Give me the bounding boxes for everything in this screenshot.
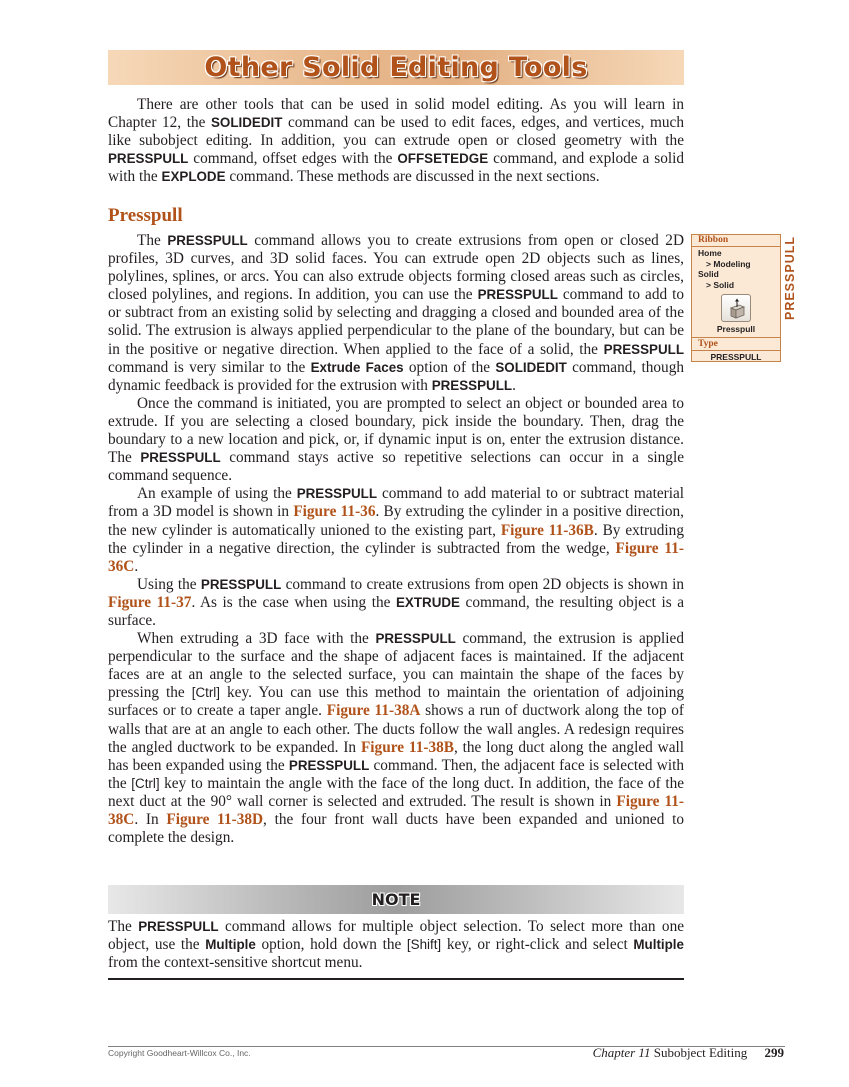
figure-ref-11-38a[interactable]: Figure 11-38A	[326, 702, 421, 720]
footer-chapter: Chapter 11	[592, 1045, 651, 1060]
figure-ref-11-36[interactable]: Figure 11-36	[293, 503, 376, 521]
note-header	[108, 885, 684, 914]
banner-title: Other Solid Editing Tools	[204, 52, 588, 83]
ribbon-path-solid-tab: Solid	[698, 269, 719, 279]
paragraph-1: The PRESSPULL command allows you to create extrusions from open or closed 2D profiles, 3D curves, and 3D solid faces. You can extrude open 2D objects such as lines, polylines, splines, or arcs. You can also extrude objects forming closed areas such as circles, closed polylines, and regions. In addition, you can use the PRESSPULL command to add to or subtract from an existing solid by selecting and dragging a closed and bounded area of the solid. The extrusion is always applied perpendicular to the plane of the boundary, but can be in the positive or negative direction. When applied to the face of a solid, the PRESSPULL command is very similar to the Extrude Faces option of the SOLIDEDIT command, though dynamic feedback is provided for the extrusion with PRESSPULL.	[108, 232, 685, 394]
figure-ref-11-38b[interactable]: Figure 11-38B	[360, 738, 454, 756]
paragraph-3: An example of using the PRESSPULL command to add material to or subtract material from a 3D model is shown in Figure 11-36. By extruding the cylinder in a positive direction, the new cylinder is automatically unioned to the existing part, Figure 11-36B. By extruding the cylinder in a negative direction, the cylinder is subtracted from the wedge, Figure 11-36C.	[108, 485, 684, 575]
intro-paragraph: There are other tools that can be used in solid model editing. As you will learn in Chapter 12, the SOLIDEDIT command can be used to edit faces, edges, and vertices, much like subobject editing. In addition, you can extrude open or closed geometry with the PRESSPULL command, offset edges with the OFFSETEDGE command, and explode a solid with the EXPLODE command. These methods are discussed in the next sections.	[108, 96, 684, 186]
figure-ref-11-36c[interactable]: Figure 11-36C	[108, 539, 684, 575]
ribbon-path-solid-panel: > Solid	[706, 279, 735, 290]
ribbon-label: Ribbon	[698, 235, 729, 245]
command-access-panel	[691, 234, 781, 362]
figure-ref-11-38c[interactable]: Figure 11-38C	[108, 792, 684, 828]
presspull-body	[108, 232, 684, 847]
figure-ref-11-37[interactable]: Figure 11-37	[108, 593, 192, 611]
paragraph-4: Using the PRESSPULL command to create extrusions from open 2D objects is shown in Figure 11-37. As is the case when using the EXTRUDE command, the resulting object is a surface.	[108, 575, 684, 629]
figure-ref-11-38d[interactable]: Figure 11-38D	[166, 811, 264, 828]
page-number: 299	[764, 1045, 784, 1060]
note-body: The PRESSPULL command allows for multiple object selection. To select more than one object, use the Multiple option, hold down the [Shift] key, or right-click and select Multiple from the context-sensitive shortcut menu.	[108, 918, 685, 972]
footer-page-info	[593, 1045, 784, 1061]
note-title: NOTE	[371, 890, 421, 909]
paragraph-5: When extruding a 3D face with the PRESSPULL command, the extrusion is applied perpendicular to the surface and the shape of adjacent faces is maintained. If the adjacent faces are at an angle to the selected surface, you can maintain the shape of the faces by pressing the [Ctrl] key. You can use this method to maintain the orientation of adjoining surfaces or to create a taper angle. Figure 11-38A shows a run of ductwork along the top of walls that are at an angle to each other. The ducts follow the wall angles. A redesign requires the angled ductwork to be expanded. In Figure 11-38B, the long duct along the angled wall has been expanded using the PRESSPULL command. Then, the adjacent face is selected with the [Ctrl] key to maintain the angle with the face of the long duct. In addition, the face of the next duct at the 90° wall corner is selected and extruded. The result is shown in Figure 11-38C. In Figure 11-38D, the four front wall ducts have been expanded and unioned to complete the design.	[108, 630, 685, 847]
figure-ref-11-36b[interactable]: Figure 11-36B	[500, 521, 594, 539]
presspull-tool-caption: Presspull	[716, 324, 756, 334]
note-divider	[108, 978, 684, 980]
paragraph-2: Once the command is initiated, you are prompted to select an object or bounded area to extrude. If you are selecting a closed boundary, pick inside the boundary. Then, drag the boundary to a new location and pick, or, if dynamic input is on, enter the extrusion distance. The PRESSPULL command stays active so repetitive selections can occur in a single command sequence.	[108, 394, 684, 485]
type-label: Type	[698, 339, 718, 349]
section-heading: Presspull	[108, 205, 183, 226]
type-command: PRESSPULL	[710, 352, 762, 362]
presspull-tool-icon[interactable]	[721, 294, 751, 322]
command-tab-label: PRESSPULL	[783, 236, 797, 321]
ribbon-path-home: Home	[698, 248, 722, 258]
footer-chapter-title: Subobject Editing	[653, 1045, 748, 1060]
section-banner	[108, 50, 684, 85]
ribbon-path-modeling: > Modeling	[706, 258, 751, 269]
footer-copyright: Copyright Goodheart-Willcox Co., Inc.	[108, 1048, 251, 1058]
